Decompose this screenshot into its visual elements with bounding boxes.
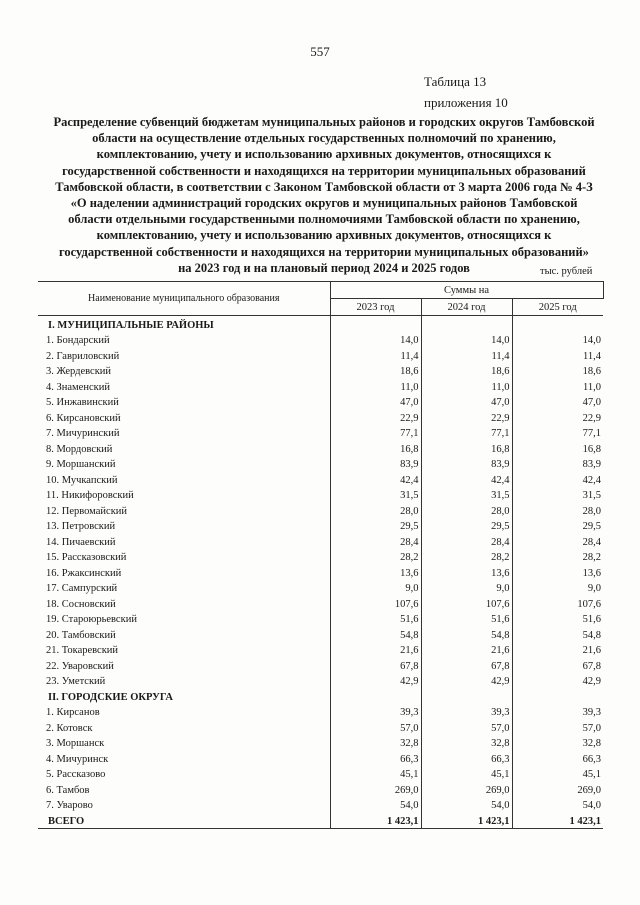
table-row xyxy=(38,440,603,456)
table-row xyxy=(38,394,603,410)
table-row xyxy=(38,487,603,503)
amount-cell: 11,4 xyxy=(421,347,512,363)
municipality-name: 7. Уварово xyxy=(46,800,93,811)
table-row xyxy=(38,642,603,658)
amount-cell: 16,8 xyxy=(421,440,512,456)
appendix-label: приложения 10 xyxy=(424,95,508,110)
empty-cell xyxy=(330,688,421,704)
amount-cell: 28,4 xyxy=(421,533,512,549)
amount-cell: 67,8 xyxy=(421,657,512,673)
amount-cell: 77,1 xyxy=(421,425,512,441)
amount-cell: 47,0 xyxy=(421,394,512,410)
amount-cell: 9,0 xyxy=(512,580,603,596)
amount-cell: 54,0 xyxy=(421,797,512,813)
column-header-year-2023: 2023 год xyxy=(330,299,421,316)
amount-cell: 13,6 xyxy=(330,564,421,580)
table-row xyxy=(38,781,603,797)
amount-cell: 13,6 xyxy=(512,564,603,580)
table-row xyxy=(38,611,603,627)
municipality-name: 3. Моршанск xyxy=(46,738,105,749)
municipality-name: 22. Уваровский xyxy=(46,660,114,672)
municipality-name: 3. Жердевский xyxy=(46,366,112,377)
amount-cell: 14,0 xyxy=(421,332,512,348)
municipality-name: 21. Токаревский xyxy=(46,645,119,656)
municipality-name: 5. Инжавинский xyxy=(46,397,119,408)
amount-cell: 28,0 xyxy=(421,502,512,518)
total-label: ВСЕГО xyxy=(38,812,330,828)
amount-cell: 66,3 xyxy=(512,750,603,766)
amount-cell: 11,0 xyxy=(512,378,603,394)
amount-cell: 22,9 xyxy=(421,409,512,425)
amount-cell: 57,0 xyxy=(421,719,512,735)
municipality-name: 17. Сампурский xyxy=(46,583,118,594)
table-row xyxy=(38,750,603,766)
table-row xyxy=(38,456,603,472)
amount-cell: 18,6 xyxy=(512,363,603,379)
title-line: комплектованию, учету и использованию архивных документов, относящихся к xyxy=(96,228,552,243)
amount-cell: 16,8 xyxy=(330,440,421,456)
amount-cell: 107,6 xyxy=(330,595,421,611)
column-header-sums: Суммы на xyxy=(330,282,603,299)
municipality-name: 4. Знаменский xyxy=(46,381,110,393)
table-row xyxy=(38,657,603,673)
title-line: «О наделении администраций городских округов и муниципальных районов Тамбовской xyxy=(70,196,578,211)
table-row xyxy=(38,797,603,813)
municipality-name: 6. Тамбов xyxy=(46,784,90,796)
table-row xyxy=(38,549,603,565)
empty-cell xyxy=(512,688,603,704)
amount-cell: 51,6 xyxy=(421,611,512,627)
table-row xyxy=(38,626,603,642)
amount-cell: 42,4 xyxy=(330,471,421,487)
municipality-name: 2. Котовск xyxy=(46,722,93,734)
amount-cell: 269,0 xyxy=(330,781,421,797)
municipality-name: 11. Никифоровский xyxy=(46,490,134,501)
municipality-name: 10. Мучкапский xyxy=(46,474,118,486)
amount-cell: 13,6 xyxy=(421,564,512,580)
amount-cell: 31,5 xyxy=(512,487,603,503)
municipality-name: 9. Моршанский xyxy=(46,459,116,470)
amount-cell: 42,9 xyxy=(421,673,512,689)
amount-cell: 39,3 xyxy=(330,704,421,720)
table-row xyxy=(38,409,603,425)
document-title xyxy=(34,114,614,276)
table-row xyxy=(38,378,603,394)
units-label: тыс. рублей xyxy=(540,266,593,277)
municipality-name: 7. Мичуринский xyxy=(46,428,120,439)
amount-cell: 18,6 xyxy=(421,363,512,379)
table-row xyxy=(38,332,603,348)
table-row xyxy=(38,518,603,534)
amount-cell: 51,6 xyxy=(512,611,603,627)
amount-cell: 45,1 xyxy=(330,766,421,782)
amount-cell: 54,8 xyxy=(512,626,603,642)
table-row xyxy=(38,735,603,751)
empty-cell xyxy=(330,316,421,332)
amount-cell: 18,6 xyxy=(330,363,421,379)
amount-cell: 29,5 xyxy=(421,518,512,534)
table-row xyxy=(38,766,603,782)
table-row xyxy=(38,673,603,689)
amount-cell: 32,8 xyxy=(512,735,603,751)
empty-cell xyxy=(421,688,512,704)
title-line: государственной собственности и находящихся на территории муниципальных образований xyxy=(62,163,586,178)
total-row xyxy=(38,812,603,828)
amount-cell: 57,0 xyxy=(512,719,603,735)
subvention-table xyxy=(38,281,604,829)
municipality-name: 14. Пичаевский xyxy=(46,536,116,548)
amount-cell: 11,4 xyxy=(330,347,421,363)
municipality-name: 6. Кирсановский xyxy=(46,412,121,424)
table-row xyxy=(38,533,603,549)
table-body xyxy=(38,316,603,829)
municipality-name: 5. Рассказово xyxy=(46,769,106,780)
amount-cell: 45,1 xyxy=(512,766,603,782)
amount-cell: 21,6 xyxy=(330,642,421,658)
section-header-row xyxy=(38,688,603,704)
amount-cell: 42,9 xyxy=(512,673,603,689)
amount-cell: 31,5 xyxy=(330,487,421,503)
amount-cell: 28,0 xyxy=(512,502,603,518)
amount-cell: 28,4 xyxy=(512,533,603,549)
amount-cell: 28,2 xyxy=(421,549,512,565)
amount-cell: 83,9 xyxy=(421,456,512,472)
amount-cell: 29,5 xyxy=(512,518,603,534)
amount-cell: 16,8 xyxy=(512,440,603,456)
amount-cell: 39,3 xyxy=(421,704,512,720)
municipality-name: 23. Уметский xyxy=(46,676,106,687)
amount-cell: 28,4 xyxy=(330,533,421,549)
municipality-name: 15. Рассказовский xyxy=(46,552,127,563)
amount-cell: 21,6 xyxy=(512,642,603,658)
municipality-name: 2. Гавриловский xyxy=(46,350,120,362)
amount-cell: 22,9 xyxy=(330,409,421,425)
amount-cell: 39,3 xyxy=(512,704,603,720)
amount-cell: 66,3 xyxy=(421,750,512,766)
municipality-name: 1. Кирсанов xyxy=(46,707,100,718)
title-line: на 2023 год и на плановый период 2024 и 2025 годов xyxy=(178,260,470,275)
amount-cell: 14,0 xyxy=(330,332,421,348)
section-header-row xyxy=(38,316,603,332)
amount-cell: 42,4 xyxy=(512,471,603,487)
empty-cell xyxy=(512,316,603,332)
table-row xyxy=(38,425,603,441)
table-row xyxy=(38,347,603,363)
municipality-name: 16. Ржаксинский xyxy=(46,567,122,579)
amount-cell: 42,4 xyxy=(421,471,512,487)
amount-cell: 32,8 xyxy=(330,735,421,751)
table-row xyxy=(38,502,603,518)
amount-cell: 29,5 xyxy=(330,518,421,534)
amount-cell: 67,8 xyxy=(512,657,603,673)
amount-cell: 47,0 xyxy=(512,394,603,410)
title-line: Тамбовской области, в соответствии с Законом Тамбовской области от 3 марта 2006 года № 4-З xyxy=(55,179,593,194)
amount-cell: 51,6 xyxy=(330,611,421,627)
amount-cell: 32,8 xyxy=(421,735,512,751)
page-number: 557 xyxy=(310,44,330,59)
amount-cell: 11,0 xyxy=(330,378,421,394)
table-label: Таблица 13 xyxy=(424,74,487,89)
total-amount-cell: 1 423,1 xyxy=(330,812,421,828)
amount-cell: 54,0 xyxy=(330,797,421,813)
column-header-year-2025: 2025 год xyxy=(512,299,603,316)
municipality-name: 20. Тамбовский xyxy=(46,629,116,641)
table-row xyxy=(38,719,603,735)
amount-cell: 28,2 xyxy=(512,549,603,565)
amount-cell: 269,0 xyxy=(512,781,603,797)
municipality-name: 1. Бондарский xyxy=(46,335,110,346)
amount-cell: 54,8 xyxy=(421,626,512,642)
amount-cell: 42,9 xyxy=(330,673,421,689)
table-row xyxy=(38,471,603,487)
section-title: I. МУНИЦИПАЛЬНЫЕ РАЙОНЫ xyxy=(48,319,214,331)
table-row xyxy=(38,704,603,720)
amount-cell: 11,0 xyxy=(421,378,512,394)
empty-cell xyxy=(421,316,512,332)
total-amount-cell: 1 423,1 xyxy=(421,812,512,828)
amount-cell: 107,6 xyxy=(512,595,603,611)
amount-cell: 67,8 xyxy=(330,657,421,673)
amount-cell: 14,0 xyxy=(512,332,603,348)
municipality-name: 12. Первомайский xyxy=(46,505,128,517)
amount-cell: 54,8 xyxy=(330,626,421,642)
section-title: II. ГОРОДСКИЕ ОКРУГА xyxy=(48,691,173,703)
amount-cell: 77,1 xyxy=(512,425,603,441)
total-amount-cell: 1 423,1 xyxy=(512,812,603,828)
amount-cell: 28,0 xyxy=(330,502,421,518)
amount-cell: 57,0 xyxy=(330,719,421,735)
amount-cell: 77,1 xyxy=(330,425,421,441)
municipality-name: 18. Сосновский xyxy=(46,598,116,610)
amount-cell: 22,9 xyxy=(512,409,603,425)
amount-cell: 11,4 xyxy=(512,347,603,363)
municipality-name: 4. Мичуринск xyxy=(46,753,109,765)
amount-cell: 66,3 xyxy=(330,750,421,766)
amount-cell: 9,0 xyxy=(421,580,512,596)
amount-cell: 83,9 xyxy=(330,456,421,472)
amount-cell: 21,6 xyxy=(421,642,512,658)
amount-cell: 54,0 xyxy=(512,797,603,813)
title-line: Распределение субвенций бюджетам муниципальных районов и городских округов Тамбовской xyxy=(53,115,595,129)
amount-cell: 45,1 xyxy=(421,766,512,782)
amount-cell: 31,5 xyxy=(421,487,512,503)
amount-cell: 107,6 xyxy=(421,595,512,611)
title-line: области отдельными государственными полномочиями Тамбовской области по хранению, xyxy=(68,212,580,227)
column-header-year-2024: 2024 год xyxy=(421,299,512,316)
amount-cell: 9,0 xyxy=(330,580,421,596)
municipality-name: 13. Петровский xyxy=(46,521,116,532)
amount-cell: 28,2 xyxy=(330,549,421,565)
amount-cell: 83,9 xyxy=(512,456,603,472)
title-line: комплектованию, учету и использованию архивных документов, относящихся к xyxy=(96,147,552,162)
column-header-name: Наименование муниципального образования xyxy=(38,282,330,316)
table-row xyxy=(38,564,603,580)
municipality-name: 19. Староюрьевский xyxy=(46,614,137,625)
table-row xyxy=(38,595,603,611)
table-row xyxy=(38,363,603,379)
table-row xyxy=(38,580,603,596)
title-line: государственной собственности и находящихся на территории муниципальных образований» xyxy=(59,244,589,259)
municipality-name: 8. Мордовский xyxy=(46,443,113,455)
amount-cell: 47,0 xyxy=(330,394,421,410)
amount-cell: 269,0 xyxy=(421,781,512,797)
title-line: области на осуществление отдельных государственных полномочий по хранению, xyxy=(92,131,556,146)
